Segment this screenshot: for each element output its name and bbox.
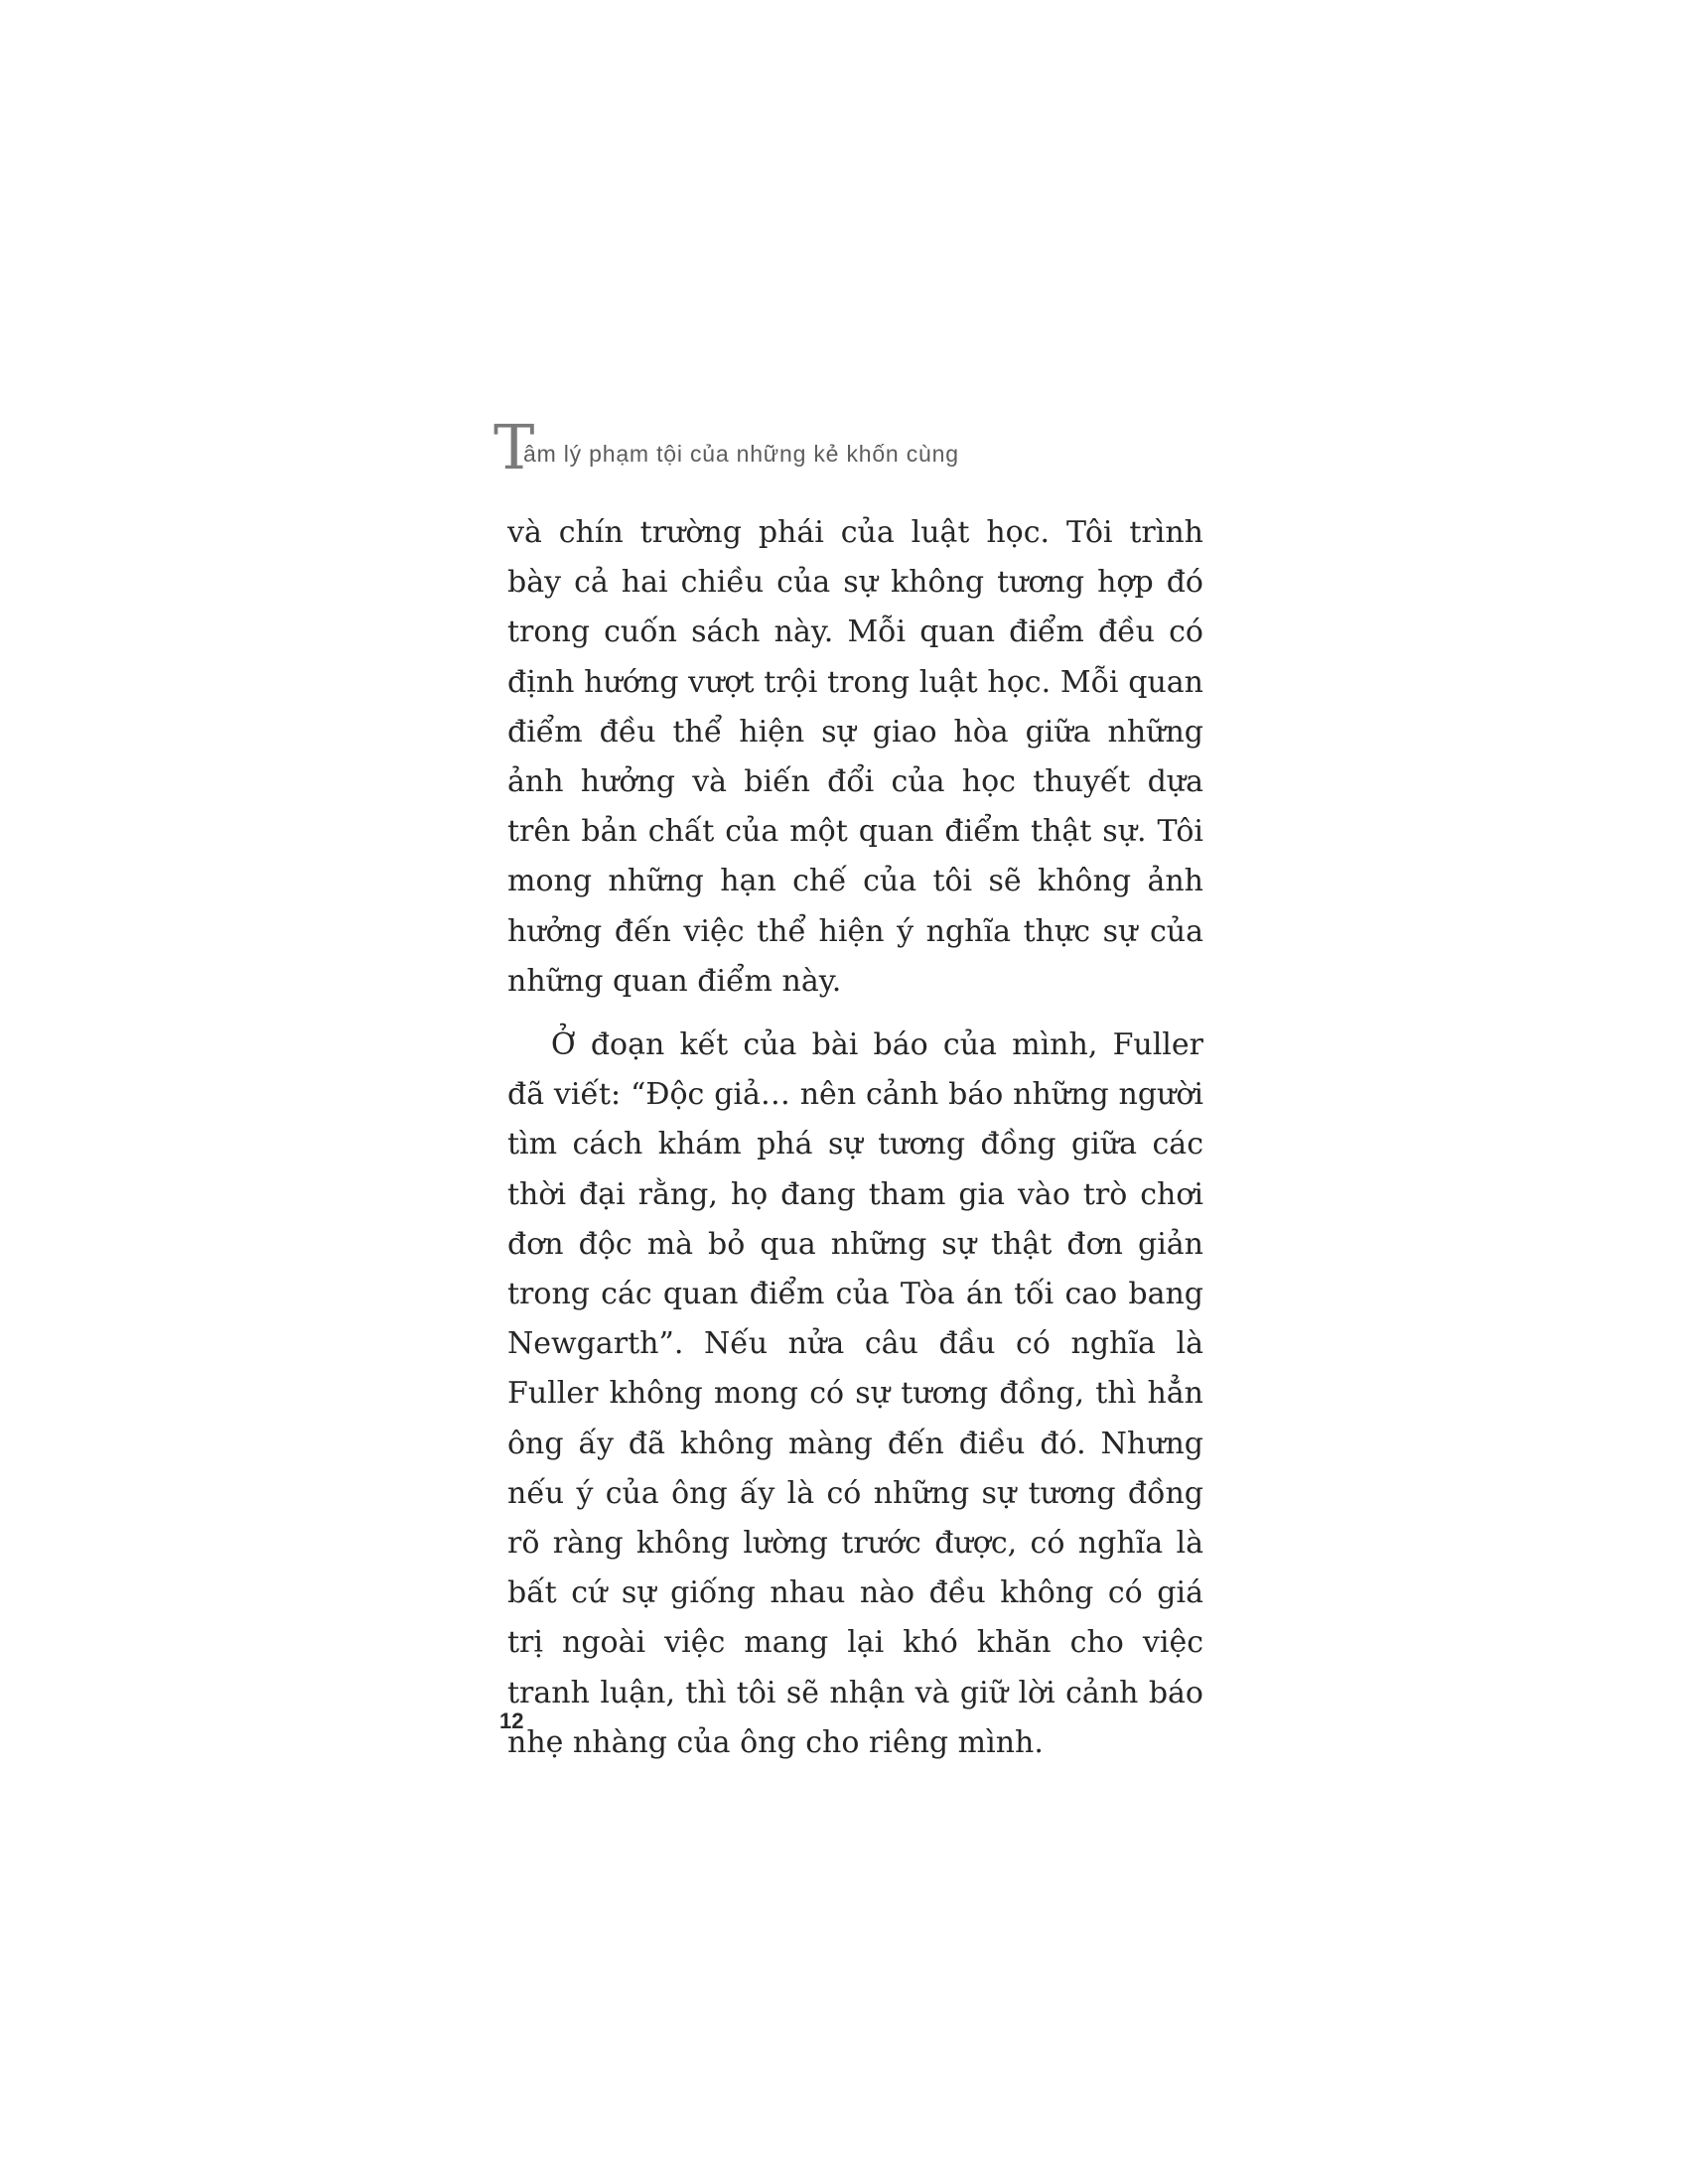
- running-header: [493, 411, 1248, 486]
- running-header-initial: T: [493, 411, 535, 483]
- paragraph-1: và chín trường phái của luật học. Tôi trình bày cả hai chiều của sự không tương hợp đó trong cuốn sách này. Mỗi quan điểm đều có định hướng vượt trội trong luật học. Mỗi quan điểm đều thể hiện sự giao hòa giữa những ảnh hưởng và biến đổi của học thuyết dựa trên bản chất của một quan điểm thật sự. Tôi mong những hạn chế của tôi sẽ không ảnh hưởng đến việc thể hiện ý nghĩa thực sự của những quan điểm này.: [507, 515, 1203, 999]
- paragraph-2: Ở đoạn kết của bài báo của mình, Fuller đã viết: “Độc giả… nên cảnh báo những người tìm cách khám phá sự tương đồng giữa các thời đại rằng, họ đang tham gia vào trò chơi đơn độc mà bỏ qua những sự thật đơn giản trong các quan điểm của Tòa án tối cao bang Newgarth”. Nếu nửa câu đầu có nghĩa là Fuller không mong có sự tương đồng, thì hẳn ông ấy đã không màng đến điều đó. Nhưng nếu ý của ông ấy là có những sự tương đồng rõ ràng không lường trước được, có nghĩa là bất cứ sự giống nhau nào đều không có giá trị ngoài việc mang lại khó khăn cho việc tranh luận, thì tôi sẽ nhận và giữ lời cảnh báo nhẹ nhàng của ông cho riêng mình.: [507, 1027, 1203, 1760]
- running-header-title: âm lý phạm tội của những kẻ khốn cùng: [523, 441, 959, 467]
- page-number: 12: [499, 1708, 524, 1733]
- page-body: [507, 508, 1203, 1768]
